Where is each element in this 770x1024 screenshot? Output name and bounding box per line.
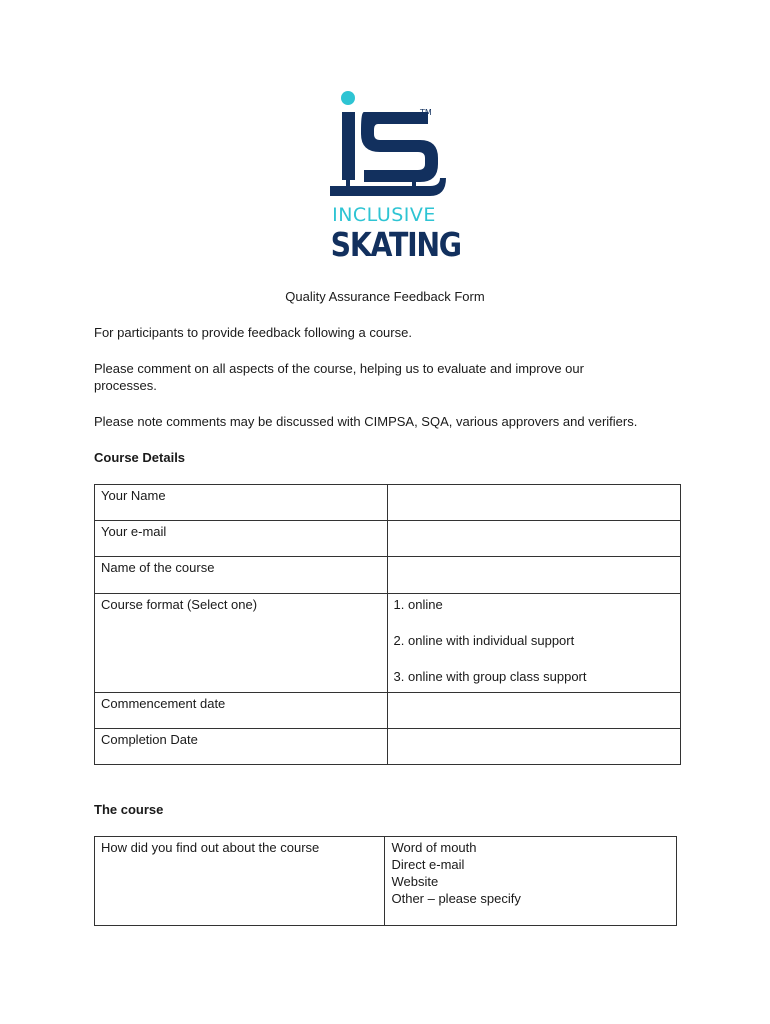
course-details-heading: Course Details bbox=[94, 450, 186, 465]
form-title: Quality Assurance Feedback Form bbox=[285, 289, 485, 304]
course-name-input-cell[interactable] bbox=[387, 557, 680, 594]
option-word-of-mouth[interactable]: Word of mouth bbox=[391, 840, 477, 855]
format-options-cell bbox=[387, 594, 680, 693]
logo-word-inclusive: INCLUSIVE bbox=[332, 204, 436, 226]
logo-trademark: TM bbox=[420, 108, 432, 117]
the-course-heading: The course bbox=[94, 802, 164, 817]
email-label: Your e-mail bbox=[95, 521, 388, 557]
table-row bbox=[95, 485, 681, 521]
commencement-label: Commencement date bbox=[95, 693, 388, 729]
completion-label: Completion Date bbox=[95, 729, 388, 765]
table-row bbox=[95, 693, 681, 729]
table-row bbox=[95, 837, 677, 926]
table-row bbox=[95, 557, 681, 594]
skate-logo-mark bbox=[322, 86, 450, 206]
table-row bbox=[95, 521, 681, 557]
instruction-line-2: processes. bbox=[94, 378, 157, 393]
format-option-online[interactable]: 1. online bbox=[393, 597, 443, 612]
course-name-label: Name of the course bbox=[95, 557, 388, 594]
course-details-table bbox=[94, 484, 681, 765]
find-out-options-cell bbox=[385, 837, 677, 926]
find-out-question: How did you find out about the course bbox=[95, 837, 385, 926]
completion-input-cell[interactable] bbox=[387, 729, 680, 765]
inclusive-skating-logo bbox=[322, 86, 461, 268]
name-input-cell[interactable] bbox=[387, 485, 680, 521]
name-label: Your Name bbox=[95, 485, 388, 521]
format-option-group[interactable]: 3. online with group class support bbox=[393, 669, 587, 684]
intro-text: For participants to provide feedback following a course. bbox=[94, 325, 412, 340]
the-course-table bbox=[94, 836, 677, 926]
option-direct-email[interactable]: Direct e-mail bbox=[391, 857, 465, 872]
logo-word-skating: SKATING bbox=[330, 225, 461, 264]
option-website[interactable]: Website bbox=[391, 874, 439, 889]
instruction-line-1: Please comment on all aspects of the course, helping us to evaluate and improve our bbox=[94, 361, 584, 376]
table-row bbox=[95, 729, 681, 765]
format-option-individual[interactable]: 2. online with individual support bbox=[393, 633, 575, 648]
table-row bbox=[95, 594, 681, 693]
option-other[interactable]: Other – please specify bbox=[391, 891, 521, 906]
email-input-cell[interactable] bbox=[387, 521, 680, 557]
note-text: Please note comments may be discussed with CIMPSA, SQA, various approvers and verifiers. bbox=[94, 414, 638, 429]
commencement-input-cell[interactable] bbox=[387, 693, 680, 729]
format-label: Course format (Select one) bbox=[95, 594, 388, 693]
